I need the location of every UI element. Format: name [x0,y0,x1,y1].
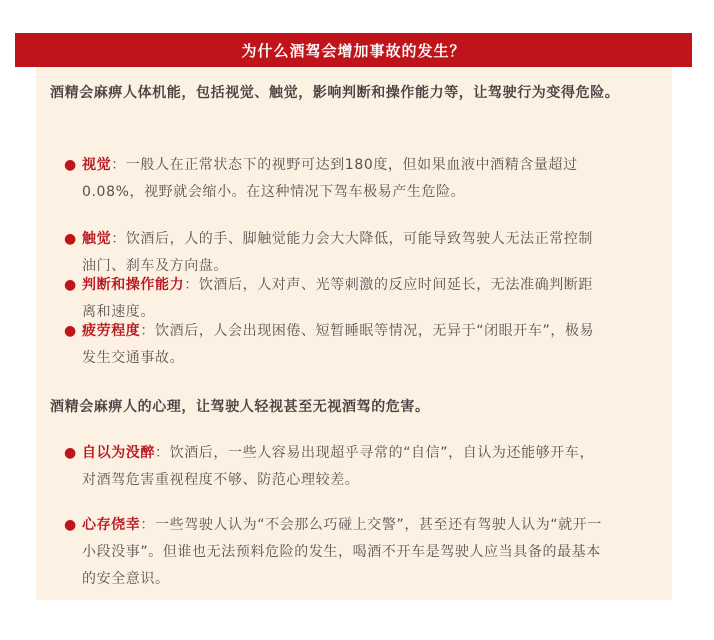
bullet-icon: ● [64,517,77,533]
list-item [64,318,604,372]
list-item [64,152,604,206]
header-title: 为什么酒驾会增加事故的发生？ [241,41,466,60]
item-term: 判断和操作能力 [82,277,185,293]
item-term: 自以为没醉 [82,445,155,461]
bullet-icon: ● [64,231,77,247]
bullet-icon: ● [64,445,77,461]
list-item [64,440,604,494]
item-term: 视觉 [82,157,112,173]
item-sep: ： [111,157,126,173]
bullet-icon: ● [64,323,77,339]
item-text: 饮酒后，人的手、脚触觉能力会大大降低，可能导致驾驶人无法正常控制油门、刹车及方向盘。 [82,231,594,274]
item-text: 饮酒后，一些人容易出现超乎寻常的“自信”，自认为还能够开车，对酒驾危害重视程度不够、防范心理较差。 [82,445,595,488]
item-text: 一般人在正常状态下的视野可达到180度，但如果血液中酒精含量超过0.08%，视野就会缩小。在这种情况下驾车极易产生危险。 [82,157,578,200]
item-text: 饮酒后，人对声、光等刺激的反应时间延长，无法准确判断距离和速度。 [82,277,594,320]
list-item [64,512,604,593]
item-sep: ： [155,445,170,461]
item-term: 心存侥幸 [82,517,141,533]
bullet-icon: ● [64,157,77,173]
item-sep: ： [111,231,126,247]
item-text: 饮酒后，人会出现困倦、短暂睡眠等情况，无异于“闭眼开车”，极易发生交通事故。 [82,323,595,366]
section-header [15,33,692,67]
section1-intro: 酒精会麻痹人体机能，包括视觉、触觉，影响判断和操作能力等，让驾驶行为变得危险。 [50,85,620,101]
item-sep: ： [184,277,199,293]
bullet-icon: ● [64,277,77,293]
section2-intro: 酒精会麻痹人的心理，让驾驶人轻视甚至无视酒驾的危害。 [50,399,430,415]
item-sep: ： [140,517,156,533]
item-term: 疲劳程度 [82,323,141,339]
item-term: 触觉 [82,231,112,247]
item-text: 一些驾驶人认为“不会那么巧碰上交警”，甚至还有驾驶人认为“就开一小段没事”。但谁也无法预料危险的发生，喝酒不开车是驾驶人应当具备的最基本的安全意识。 [82,517,602,587]
item-sep: ： [140,323,156,339]
